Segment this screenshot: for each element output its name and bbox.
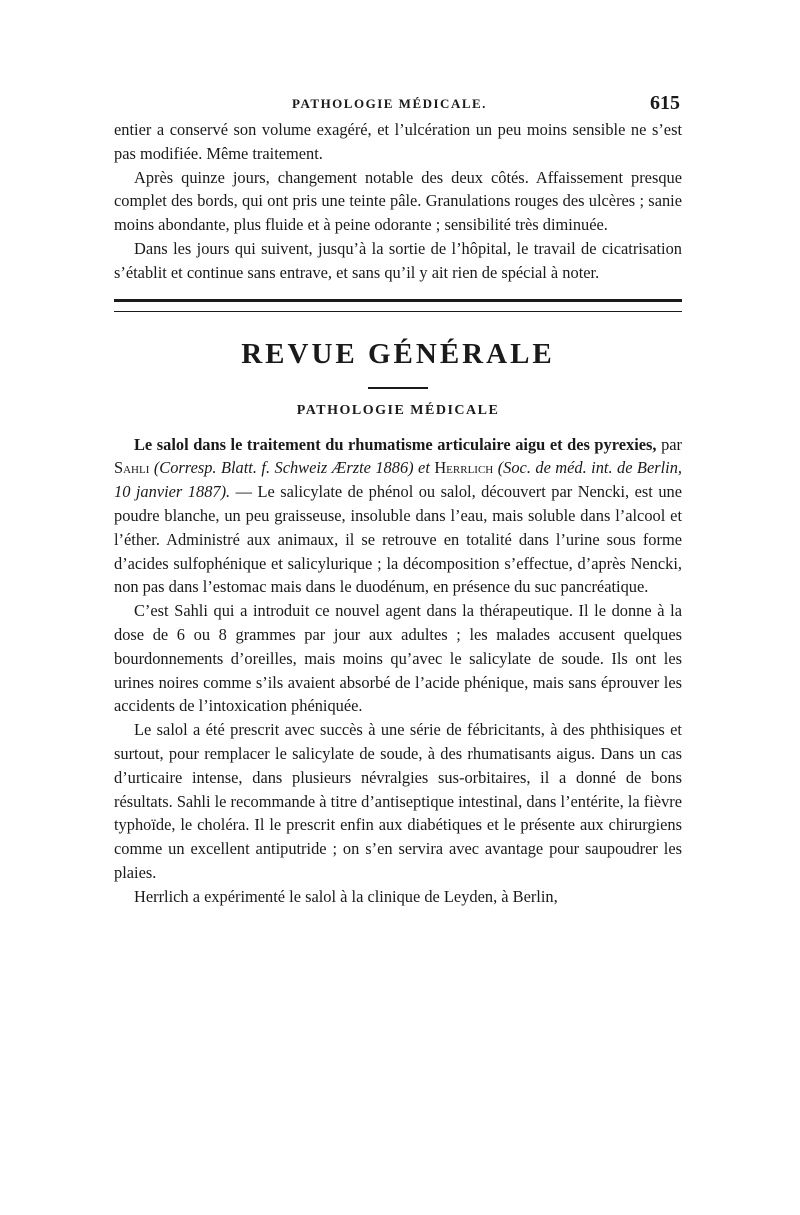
ornament-rule [368,387,428,389]
section-divider [114,299,682,312]
review-paragraph-3: Le salol a été prescrit avec succès à une série de fébricitants, à des phthisiques et surtout, pour remplacer le salicylate de soude, à des rhumatisants aigus. Dans un cas d’urticaire intense, dans plusieurs névralgies sus-orbitaires, il a donné de bons résultats. Sahli le recommande à titre d’antiseptique intestinal, dans l’entérite, la fièvre typhoïde, le choléra. Il le prescrit enfin aux diabétiques et le présente aux chirurgiens comme un excellent antiputride ; on s’en servira avec avantage pour saupoudrer les plaies. [114,720,683,882]
running-head-title: PATHOLOGIE MÉDICALE. [292,96,487,111]
source-herrlich: (Soc. de méd. int. de Berlin, 10 janvier 1887). [114,458,682,502]
review-paragraph-1 [114,433,682,600]
author-sahli: Sahli [114,458,150,478]
case-paragraph-3: Dans les jours qui suivent, jusqu’à la sortie de l’hôpital, le travail de cicatrisation s’établit et continue sans entrave, et sans qu’il y ait rien de spécial à noter. [114,238,682,282]
case-paragraph-1: entier a conservé son volume exagéré, et l’ulcération un peu moins sensible ne s’est pas modifiée. Même traitement. [114,120,682,163]
review-paragraph-1-body: — Le salicylate de phénol ou salol, découvert par Nencki, est une poudre blanche, un peu graisseuse, insoluble dans l’eau, mais soluble dans l’alcool et l’éther. Administré aux animaux, il se retrouve en totalité dans l’urine sous forme d’acides sulfophénique et salicylurique ; la décomposition s’effectue, d’après Nencki, non pas dans l’estomac mais dans le duodénum, en présence du suc pancréatique. [114,482,682,597]
article-title: Le salol dans le traitement du rhumatisme articulaire aigu et des pyrexies, [134,434,657,454]
source-sahli: (Corresp. Blatt. f. Schweiz Ærzte 1886) et [149,458,435,478]
review-paragraph-4: Herrlich a expérimenté le salol à la clinique de Leyden, à Berlin, [134,886,558,906]
case-paragraph-2: Après quinze jours, changement notable des deux côtés. Affaissement presque complet des bords, qui ont pris une teinte pâle. Granulations rouges des ulcères ; sanie moins abondante, plus fluide et à peine odorante ; sensibilité très diminuée. [114,167,682,235]
author-herrlich: Herrlich [434,458,494,478]
page [114,92,682,909]
page-number: 615 [650,92,680,114]
running-head [114,92,682,118]
by-word: par [656,434,682,454]
review-paragraph-2: C’est Sahli qui a introduit ce nouvel agent dans la thérapeutique. Il le donne à la dose de 6 ou 8 grammes par jour aux adultes ; les malades accusent quelques bourdonnements d’oreilles, mais moins qu’avec le salicylate de soude. Ils ont les urines noires comme s’ils avaient absorbé de l’acide phénique, mais sans éprouver les accidents de l’intoxication phéniquée. [114,601,682,716]
review-title: REVUE GÉNÉRALE [241,337,555,370]
review-section-title: PATHOLOGIE MÉDICALE [296,402,500,418]
